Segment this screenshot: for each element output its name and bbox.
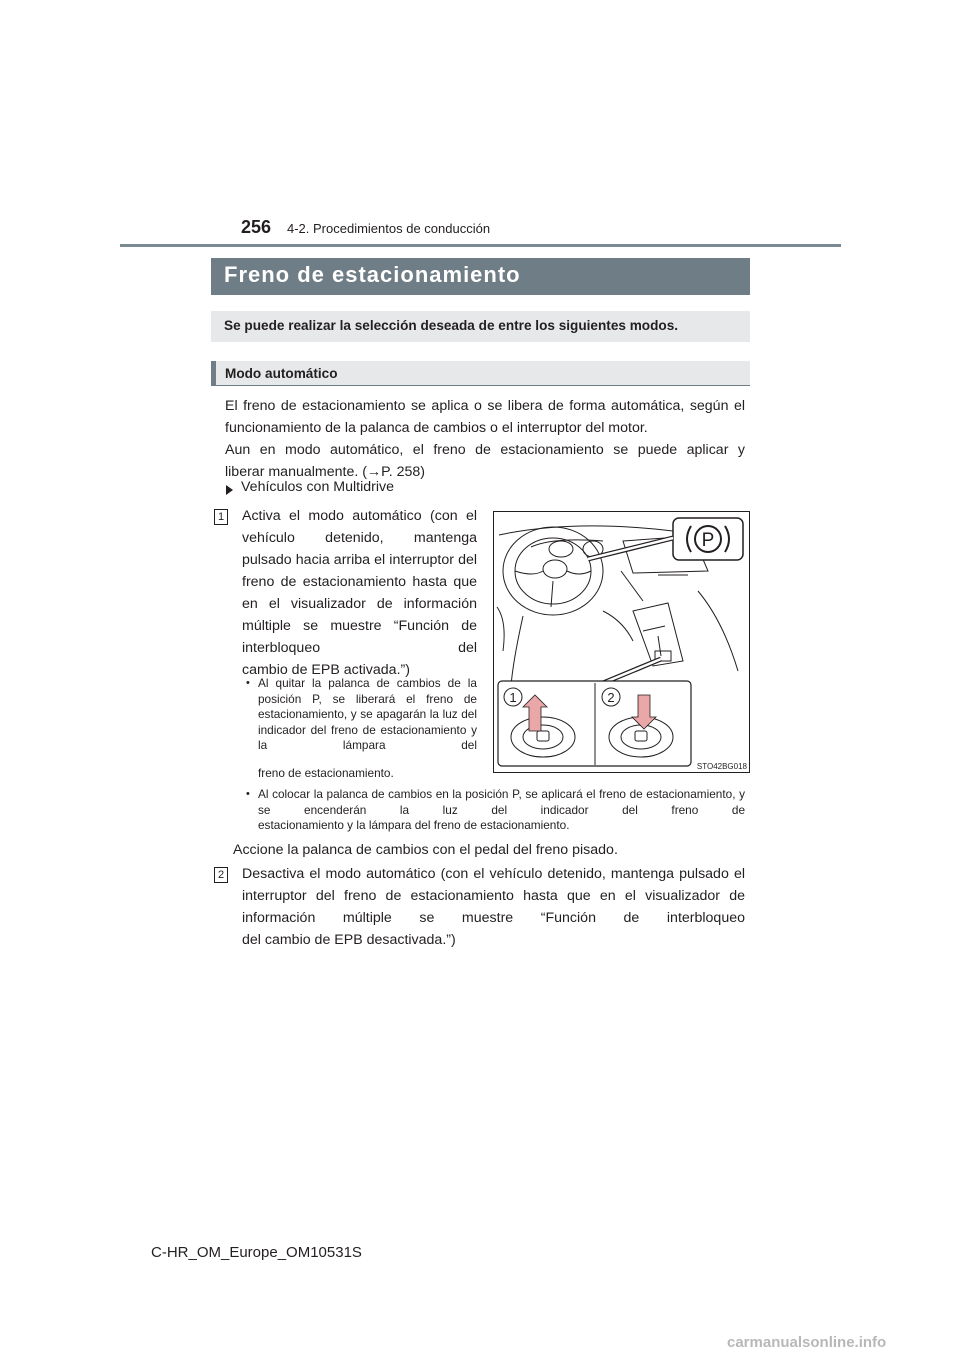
paragraph-2-end: liberar manualmente. (→P. 258) [225,464,426,480]
intro-text: Se puede realizar la selección deseada de entre los siguientes modos. [224,318,679,333]
note-2-end: estacionamiento y la lámpara del freno de estacionamiento. [258,818,570,832]
parking-brake-illustration [493,511,750,773]
header-divider [120,244,841,247]
watermark: carmanualsonline.info [727,1334,887,1351]
step-1-number: 1 [214,509,228,525]
instruction-text: Accione la palanca de cambios con el pedal del freno pisado. [233,842,618,858]
step-2-text: Desactiva el modo automático (con el vehículo detenido, mantenga pulsado el interruptor del freno de estacionamiento hasta que en el visualizador de información múltiple se muestre “Función de interbloqueo [242,866,745,926]
triangle-bullet-icon [226,485,233,495]
step-2-text-end: del cambio de EPB desactivada.”) [242,932,456,948]
note-1-bullet: • [246,677,250,689]
note-2-bullet: • [246,788,250,800]
subheading: Modo automático [225,366,338,381]
p-symbol: P [701,530,715,551]
page-number: 256 [241,217,272,237]
callout-2: 2 [607,690,615,705]
note-2: Al colocar la palanca de cambios en la posición P, se aplicará el freno de estacionamiento, y se encenderán la luz del indicador del freno de [258,787,745,817]
subheading-accent [211,361,216,385]
figure-code: STO42BG018 [696,762,747,771]
note-1-end: freno de estacionamiento. [258,766,394,780]
note-1: Al quitar la palanca de cambios de la posición P, se liberará el freno de estacionamiento, y se apagarán la luz del indicador del freno de estacionamiento y la lámpara del [258,676,477,752]
step-2-number: 2 [214,867,228,883]
step-1-text: Activa el modo automático (con el vehículo detenido, mantenga pulsado hacia arriba el interruptor del freno de estacionamiento hasta que en el visualizador de información múltiple se muestre “Función de interbloqueo del [242,508,477,656]
variant-label: Vehículos con Multidrive [241,479,394,495]
callout-1: 1 [509,690,517,705]
breadcrumb: 4-2. Procedimientos de conducción [287,221,491,236]
paragraph-2: Aun en modo automático, el freno de estacionamiento se puede aplicar y [225,442,745,458]
document-id: C-HR_OM_Europe_OM10531S [151,1244,362,1261]
paragraph-1: El freno de estacionamiento se aplica o se libera de forma automática, según el funcionamiento de la palanca de cambios o el interruptor del motor. [225,398,745,436]
section-title: Freno de estacionamiento [224,262,521,287]
step-1-text-end: cambio de EPB activada.”) [242,662,410,678]
